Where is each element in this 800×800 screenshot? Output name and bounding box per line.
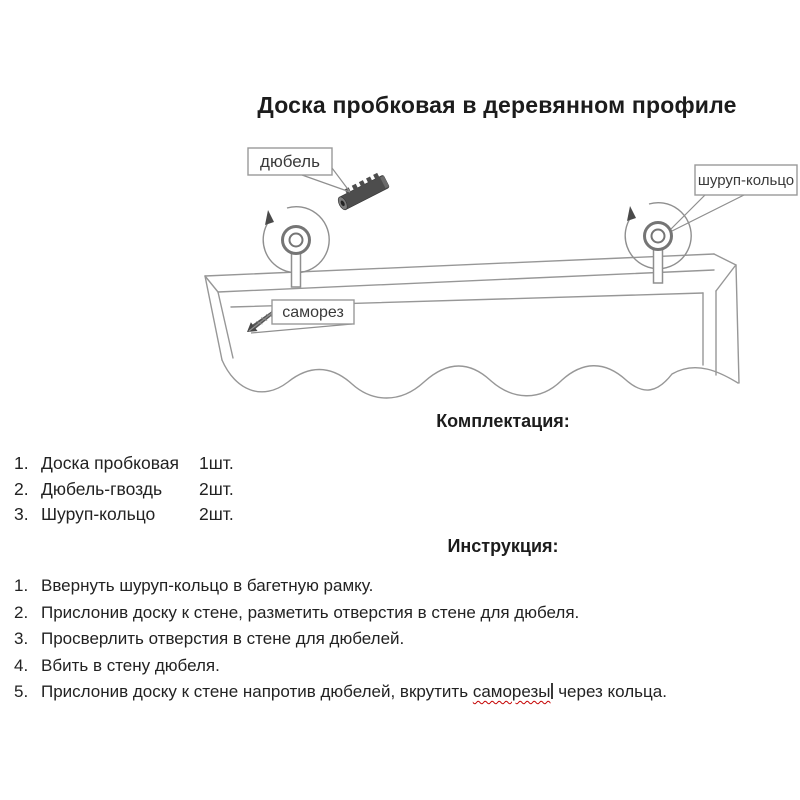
kit-item-quantity: 2шт. — [199, 504, 234, 525]
instruction-text: Просверлить отверстия в стене для дюбелей. — [41, 629, 405, 648]
kit-item-name: Шуруп-кольцо — [41, 504, 156, 525]
screw-ring-label-text: шуруп-кольцо — [697, 172, 795, 189]
screw-ring-label — [670, 165, 797, 231]
kit-heading: Комплектация: — [436, 411, 570, 431]
instruction-number: 4. — [14, 655, 29, 675]
assembly-diagram — [0, 130, 800, 410]
instruction-item — [14, 626, 784, 653]
dowel-label-text: дюбель — [260, 152, 320, 171]
instruction-number: 5. — [14, 682, 29, 701]
kit-list — [14, 451, 234, 528]
instruction-text: Прислонив доску к стене, разметить отверстия в стене для дюбеля. — [41, 602, 580, 622]
instruction-text-after: через кольца. — [553, 682, 667, 701]
wavy-break-edge — [222, 360, 738, 398]
kit-item-name: Дюбель-гвоздь — [41, 478, 163, 499]
kit-item — [14, 502, 234, 528]
kit-item-quantity: 2шт. — [199, 478, 234, 499]
instruction-item — [14, 600, 784, 627]
instructions-heading: Инструкция: — [447, 536, 559, 556]
kit-item — [14, 451, 234, 477]
instruction-number: 1. — [14, 576, 29, 595]
screw-ring-left-icon — [263, 207, 329, 287]
instruction-item — [14, 679, 784, 706]
instruction-text — [41, 679, 667, 706]
kit-item-number: 2. — [14, 478, 29, 499]
dowel-label — [248, 148, 350, 192]
kit-item-name: Доска пробковая — [41, 453, 180, 474]
instruction-list — [14, 573, 784, 706]
instruction-item — [14, 573, 784, 600]
kit-item — [14, 477, 234, 503]
instruction-text: Ввернуть шуруп-кольцо в багетную рамку. — [41, 576, 374, 595]
instruction-text-before: Прислонив доску к стене напротив дюбелей, вкрутить — [41, 682, 473, 701]
kit-item-number: 1. — [14, 453, 29, 474]
misspelled-word: саморезы — [472, 682, 551, 701]
screw-label-text: саморез — [282, 304, 344, 321]
instruction-number: 2. — [14, 602, 29, 622]
page-title: Доска пробковая в деревянном профиле — [257, 92, 737, 118]
instruction-text: Вбить в стену дюбеля. — [41, 655, 220, 675]
kit-item-quantity: 1шт. — [199, 453, 234, 474]
instruction-number: 3. — [14, 629, 29, 648]
kit-item-number: 3. — [14, 504, 29, 525]
instruction-item — [14, 653, 784, 680]
dowel-icon — [334, 171, 389, 211]
